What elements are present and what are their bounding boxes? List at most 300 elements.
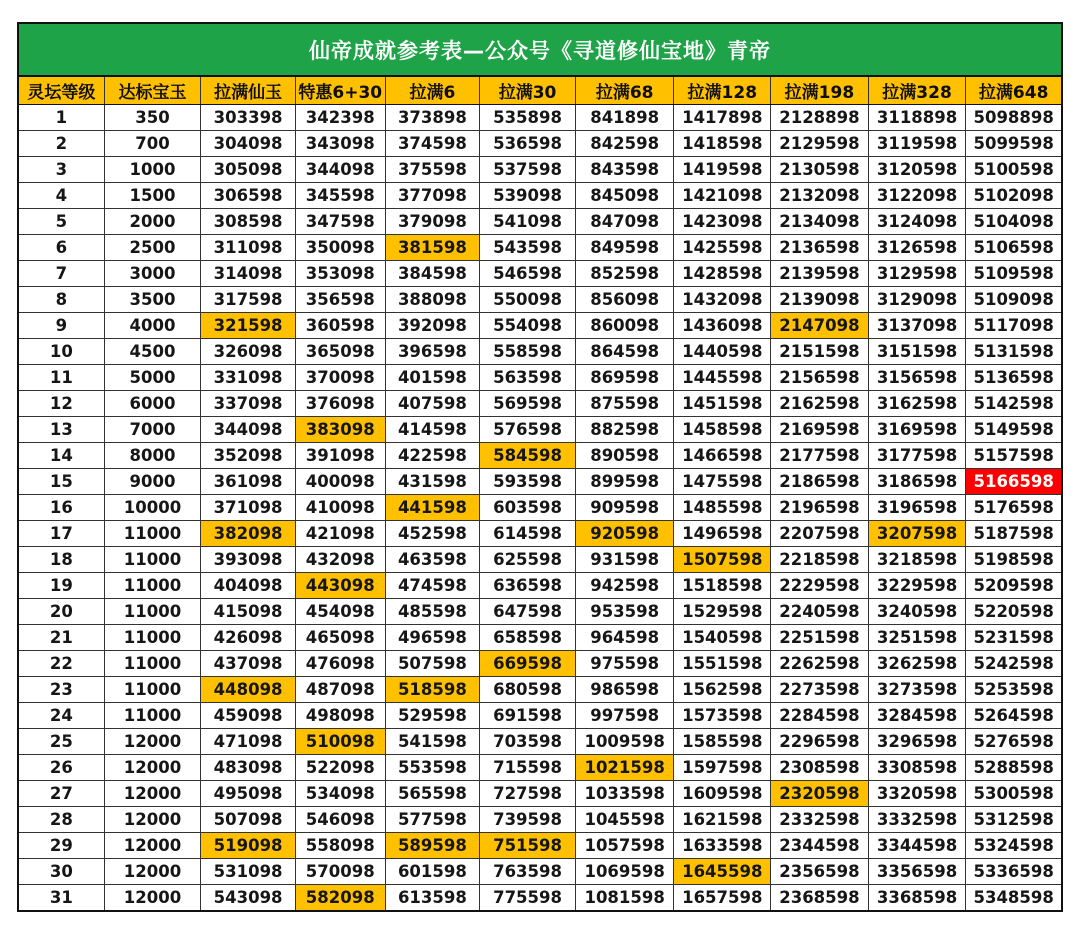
cell: 3126598 xyxy=(869,235,967,260)
cell: 1540598 xyxy=(674,625,771,650)
cell: 2162598 xyxy=(771,391,869,416)
cell: 845098 xyxy=(576,183,675,208)
cell: 942598 xyxy=(576,573,675,598)
table-row xyxy=(19,157,1061,183)
cell: 614598 xyxy=(480,521,576,546)
cell: 11000 xyxy=(105,677,202,702)
cell: 5109598 xyxy=(966,261,1061,286)
cell: 849598 xyxy=(576,235,675,260)
cell: 1432098 xyxy=(674,287,771,312)
cell: 6000 xyxy=(105,391,202,416)
cell: 563598 xyxy=(480,365,576,390)
cell: 465098 xyxy=(296,625,386,650)
cell: 337098 xyxy=(201,391,296,416)
cell: 9000 xyxy=(105,469,202,494)
cell: 3120598 xyxy=(869,157,967,182)
cell: 1585598 xyxy=(674,729,771,754)
cell: 11000 xyxy=(105,599,202,624)
cell: 890598 xyxy=(576,443,675,468)
cell: 2356598 xyxy=(771,859,869,884)
cell: 8 xyxy=(19,287,105,312)
cell: 3169598 xyxy=(869,417,967,442)
cell: 1475598 xyxy=(674,469,771,494)
cell: 1057598 xyxy=(576,833,675,858)
cell: 17 xyxy=(19,521,105,546)
cell: 558598 xyxy=(480,339,576,364)
cell: 1609598 xyxy=(674,781,771,806)
cell: 1081598 xyxy=(576,885,675,910)
table-row xyxy=(19,651,1061,677)
cell: 1621598 xyxy=(674,807,771,832)
cell: 3162598 xyxy=(869,391,967,416)
cell: 535898 xyxy=(480,105,576,130)
cell: 12000 xyxy=(105,885,202,910)
cell: 31 xyxy=(19,885,105,910)
cell: 23 xyxy=(19,677,105,702)
cell: 5264598 xyxy=(966,703,1061,728)
cell: 3356598 xyxy=(869,859,967,884)
cell: 669598 xyxy=(480,651,576,676)
cell: 12000 xyxy=(105,833,202,858)
table-row xyxy=(19,495,1061,521)
cell: 1045598 xyxy=(576,807,675,832)
cell: 5324598 xyxy=(966,833,1061,858)
table-row xyxy=(19,573,1061,599)
cell: 2128898 xyxy=(771,105,869,130)
cell: 26 xyxy=(19,755,105,780)
cell: 474598 xyxy=(386,573,481,598)
table-row xyxy=(19,833,1061,859)
cell: 569598 xyxy=(480,391,576,416)
cell: 426098 xyxy=(201,625,296,650)
cell: 11 xyxy=(19,365,105,390)
cell: 680598 xyxy=(480,677,576,702)
cell: 421098 xyxy=(296,521,386,546)
table-row xyxy=(19,313,1061,339)
header-row xyxy=(19,77,1061,105)
cell: 5276598 xyxy=(966,729,1061,754)
cell: 2207598 xyxy=(771,521,869,546)
cell: 3 xyxy=(19,157,105,182)
cell: 19 xyxy=(19,573,105,598)
cell: 869598 xyxy=(576,365,675,390)
cell: 2296598 xyxy=(771,729,869,754)
column-header: 拉满198 xyxy=(771,77,869,104)
table-row xyxy=(19,521,1061,547)
cell: 2132098 xyxy=(771,183,869,208)
cell: 522098 xyxy=(296,755,386,780)
table-body xyxy=(19,105,1061,910)
cell: 5312598 xyxy=(966,807,1061,832)
table-row xyxy=(19,105,1061,131)
cell: 1496598 xyxy=(674,521,771,546)
cell: 15 xyxy=(19,469,105,494)
cell: 463598 xyxy=(386,547,481,572)
cell: 603598 xyxy=(480,495,576,520)
cell: 565598 xyxy=(386,781,481,806)
cell: 541598 xyxy=(386,729,481,754)
cell: 5336598 xyxy=(966,859,1061,884)
cell: 414598 xyxy=(386,417,481,442)
cell: 647598 xyxy=(480,599,576,624)
cell: 3368598 xyxy=(869,885,967,910)
cell: 10000 xyxy=(105,495,202,520)
cell: 7 xyxy=(19,261,105,286)
column-header: 拉满30 xyxy=(480,77,576,104)
table-row xyxy=(19,885,1061,910)
cell: 636598 xyxy=(480,573,576,598)
cell: 3296598 xyxy=(869,729,967,754)
cell: 536598 xyxy=(480,131,576,156)
column-header: 拉满6 xyxy=(386,77,481,104)
cell: 2344598 xyxy=(771,833,869,858)
cell: 5142598 xyxy=(966,391,1061,416)
cell: 2332598 xyxy=(771,807,869,832)
table-row xyxy=(19,391,1061,417)
cell: 5220598 xyxy=(966,599,1061,624)
cell: 1518598 xyxy=(674,573,771,598)
cell: 3177598 xyxy=(869,443,967,468)
cell: 495098 xyxy=(201,781,296,806)
cell: 518598 xyxy=(386,677,481,702)
cell: 658598 xyxy=(480,625,576,650)
cell: 2169598 xyxy=(771,417,869,442)
cell: 2320598 xyxy=(771,781,869,806)
column-header: 拉满68 xyxy=(576,77,675,104)
cell: 303398 xyxy=(201,105,296,130)
cell: 1485598 xyxy=(674,495,771,520)
table-row xyxy=(19,807,1061,833)
cell: 3137098 xyxy=(869,313,967,338)
cell: 393098 xyxy=(201,547,296,572)
cell: 543098 xyxy=(201,885,296,910)
cell: 2262598 xyxy=(771,651,869,676)
cell: 5253598 xyxy=(966,677,1061,702)
cell: 2251598 xyxy=(771,625,869,650)
cell: 2000 xyxy=(105,209,202,234)
table-row xyxy=(19,781,1061,807)
cell: 613598 xyxy=(386,885,481,910)
cell: 24 xyxy=(19,703,105,728)
cell: 25 xyxy=(19,729,105,754)
cell: 843598 xyxy=(576,157,675,182)
cell: 381598 xyxy=(386,235,481,260)
cell: 9 xyxy=(19,313,105,338)
cell: 3273598 xyxy=(869,677,967,702)
table-row xyxy=(19,235,1061,261)
cell: 1529598 xyxy=(674,599,771,624)
cell: 975598 xyxy=(576,651,675,676)
cell: 584598 xyxy=(480,443,576,468)
cell: 400098 xyxy=(296,469,386,494)
cell: 431598 xyxy=(386,469,481,494)
cell: 487098 xyxy=(296,677,386,702)
cell: 374598 xyxy=(386,131,481,156)
cell: 2134098 xyxy=(771,209,869,234)
cell: 541098 xyxy=(480,209,576,234)
cell: 360598 xyxy=(296,313,386,338)
table-row xyxy=(19,755,1061,781)
cell: 392098 xyxy=(386,313,481,338)
cell: 28 xyxy=(19,807,105,832)
cell: 353098 xyxy=(296,261,386,286)
cell: 344098 xyxy=(296,157,386,182)
cell: 331098 xyxy=(201,365,296,390)
cell: 558098 xyxy=(296,833,386,858)
cell: 317598 xyxy=(201,287,296,312)
cell: 546598 xyxy=(480,261,576,286)
cell: 2218598 xyxy=(771,547,869,572)
cell: 321598 xyxy=(201,313,296,338)
cell: 448098 xyxy=(201,677,296,702)
cell: 842598 xyxy=(576,131,675,156)
cell: 6 xyxy=(19,235,105,260)
cell: 498098 xyxy=(296,703,386,728)
cell: 356598 xyxy=(296,287,386,312)
cell: 1657598 xyxy=(674,885,771,910)
cell: 601598 xyxy=(386,859,481,884)
cell: 3151598 xyxy=(869,339,967,364)
table-row xyxy=(19,599,1061,625)
cell: 625598 xyxy=(480,547,576,572)
cell: 964598 xyxy=(576,625,675,650)
cell: 496598 xyxy=(386,625,481,650)
cell: 986598 xyxy=(576,677,675,702)
cell: 582098 xyxy=(296,885,386,910)
cell: 3500 xyxy=(105,287,202,312)
cell: 5131598 xyxy=(966,339,1061,364)
cell: 342398 xyxy=(296,105,386,130)
cell: 727598 xyxy=(480,781,576,806)
column-header: 达标宝玉 xyxy=(105,77,202,104)
table-row xyxy=(19,469,1061,495)
cell: 306598 xyxy=(201,183,296,208)
cell: 11000 xyxy=(105,521,202,546)
cell: 485598 xyxy=(386,599,481,624)
cell: 700 xyxy=(105,131,202,156)
cell: 379098 xyxy=(386,209,481,234)
cell: 589598 xyxy=(386,833,481,858)
cell: 543598 xyxy=(480,235,576,260)
cell: 20 xyxy=(19,599,105,624)
cell: 7000 xyxy=(105,417,202,442)
cell: 3240598 xyxy=(869,599,967,624)
cell: 483098 xyxy=(201,755,296,780)
table-row xyxy=(19,703,1061,729)
cell: 1507598 xyxy=(674,547,771,572)
cell: 383098 xyxy=(296,417,386,442)
cell: 997598 xyxy=(576,703,675,728)
table-row xyxy=(19,417,1061,443)
cell: 373898 xyxy=(386,105,481,130)
cell: 1 xyxy=(19,105,105,130)
cell: 2177598 xyxy=(771,443,869,468)
cell: 1421098 xyxy=(674,183,771,208)
cell: 10 xyxy=(19,339,105,364)
cell: 11000 xyxy=(105,625,202,650)
cell: 476098 xyxy=(296,651,386,676)
cell: 1451598 xyxy=(674,391,771,416)
cell: 3118898 xyxy=(869,105,967,130)
cell: 1440598 xyxy=(674,339,771,364)
cell: 852598 xyxy=(576,261,675,286)
cell: 5231598 xyxy=(966,625,1061,650)
cell: 3124098 xyxy=(869,209,967,234)
cell: 441598 xyxy=(386,495,481,520)
cell: 30 xyxy=(19,859,105,884)
cell: 1069598 xyxy=(576,859,675,884)
cell: 376098 xyxy=(296,391,386,416)
cell: 304098 xyxy=(201,131,296,156)
cell: 775598 xyxy=(480,885,576,910)
cell: 11000 xyxy=(105,547,202,572)
cell: 539098 xyxy=(480,183,576,208)
table-title: 仙帝成就参考表—公众号《寻道修仙宝地》青帝 xyxy=(19,24,1061,77)
cell: 1425598 xyxy=(674,235,771,260)
cell: 2240598 xyxy=(771,599,869,624)
cell: 3218598 xyxy=(869,547,967,572)
cell: 377098 xyxy=(386,183,481,208)
cell: 577598 xyxy=(386,807,481,832)
cell: 12000 xyxy=(105,781,202,806)
cell: 931598 xyxy=(576,547,675,572)
cell: 1573598 xyxy=(674,703,771,728)
cell: 507598 xyxy=(386,651,481,676)
cell: 11000 xyxy=(105,651,202,676)
cell: 510098 xyxy=(296,729,386,754)
cell: 5149598 xyxy=(966,417,1061,442)
cell: 1423098 xyxy=(674,209,771,234)
cell: 396598 xyxy=(386,339,481,364)
cell: 437098 xyxy=(201,651,296,676)
cell: 550098 xyxy=(480,287,576,312)
cell: 5209598 xyxy=(966,573,1061,598)
cell: 856098 xyxy=(576,287,675,312)
cell: 570098 xyxy=(296,859,386,884)
cell: 3119598 xyxy=(869,131,967,156)
cell: 4000 xyxy=(105,313,202,338)
cell: 11000 xyxy=(105,573,202,598)
cell: 5136598 xyxy=(966,365,1061,390)
cell: 3122098 xyxy=(869,183,967,208)
cell: 404098 xyxy=(201,573,296,598)
cell: 5104098 xyxy=(966,209,1061,234)
cell: 415098 xyxy=(201,599,296,624)
cell: 1500 xyxy=(105,183,202,208)
cell: 443098 xyxy=(296,573,386,598)
table-row xyxy=(19,287,1061,313)
cell: 691598 xyxy=(480,703,576,728)
cell: 3229598 xyxy=(869,573,967,598)
cell: 16 xyxy=(19,495,105,520)
cell: 12000 xyxy=(105,859,202,884)
cell: 2229598 xyxy=(771,573,869,598)
cell: 391098 xyxy=(296,443,386,468)
cell: 1009598 xyxy=(576,729,675,754)
cell: 4500 xyxy=(105,339,202,364)
cell: 2284598 xyxy=(771,703,869,728)
cell: 1417898 xyxy=(674,105,771,130)
table-row xyxy=(19,339,1061,365)
cell: 365098 xyxy=(296,339,386,364)
cell: 2156598 xyxy=(771,365,869,390)
cell: 5117098 xyxy=(966,313,1061,338)
cell: 2139598 xyxy=(771,261,869,286)
cell: 21 xyxy=(19,625,105,650)
cell: 847098 xyxy=(576,209,675,234)
cell: 2147098 xyxy=(771,313,869,338)
cell: 12000 xyxy=(105,807,202,832)
cell: 471098 xyxy=(201,729,296,754)
cell: 5099598 xyxy=(966,131,1061,156)
cell: 13 xyxy=(19,417,105,442)
cell: 5176598 xyxy=(966,495,1061,520)
table-row xyxy=(19,209,1061,235)
cell: 344098 xyxy=(201,417,296,442)
cell: 5166598 xyxy=(966,469,1061,494)
cell: 401598 xyxy=(386,365,481,390)
cell: 751598 xyxy=(480,833,576,858)
cell: 2308598 xyxy=(771,755,869,780)
cell: 12 xyxy=(19,391,105,416)
cell: 4 xyxy=(19,183,105,208)
cell: 507098 xyxy=(201,807,296,832)
cell: 326098 xyxy=(201,339,296,364)
table-row xyxy=(19,183,1061,209)
cell: 864598 xyxy=(576,339,675,364)
cell: 5348598 xyxy=(966,885,1061,910)
cell: 345598 xyxy=(296,183,386,208)
cell: 593598 xyxy=(480,469,576,494)
cell: 350098 xyxy=(296,235,386,260)
cell: 1033598 xyxy=(576,781,675,806)
cell: 12000 xyxy=(105,729,202,754)
cell: 8000 xyxy=(105,443,202,468)
cell: 763598 xyxy=(480,859,576,884)
table-row xyxy=(19,729,1061,755)
cell: 311098 xyxy=(201,235,296,260)
cell: 5198598 xyxy=(966,547,1061,572)
cell: 1419598 xyxy=(674,157,771,182)
cell: 1458598 xyxy=(674,417,771,442)
cell: 5102098 xyxy=(966,183,1061,208)
cell: 875598 xyxy=(576,391,675,416)
column-header: 拉满648 xyxy=(978,83,1049,103)
cell: 5109098 xyxy=(966,287,1061,312)
cell: 537598 xyxy=(480,157,576,182)
cell: 1466598 xyxy=(674,443,771,468)
table-row xyxy=(19,443,1061,469)
cell: 5187598 xyxy=(966,521,1061,546)
column-header: 拉满328 xyxy=(869,77,967,104)
cell: 410098 xyxy=(296,495,386,520)
cell: 2273598 xyxy=(771,677,869,702)
cell: 3196598 xyxy=(869,495,967,520)
table-row xyxy=(19,547,1061,573)
cell: 1436098 xyxy=(674,313,771,338)
cell: 1021598 xyxy=(576,755,675,780)
cell: 305098 xyxy=(201,157,296,182)
table-row xyxy=(19,625,1061,651)
cell: 375598 xyxy=(386,157,481,182)
cell: 2130598 xyxy=(771,157,869,182)
cell: 347598 xyxy=(296,209,386,234)
cell: 1428598 xyxy=(674,261,771,286)
cell: 739598 xyxy=(480,807,576,832)
cell: 5106598 xyxy=(966,235,1061,260)
cell: 3000 xyxy=(105,261,202,286)
cell: 370098 xyxy=(296,365,386,390)
